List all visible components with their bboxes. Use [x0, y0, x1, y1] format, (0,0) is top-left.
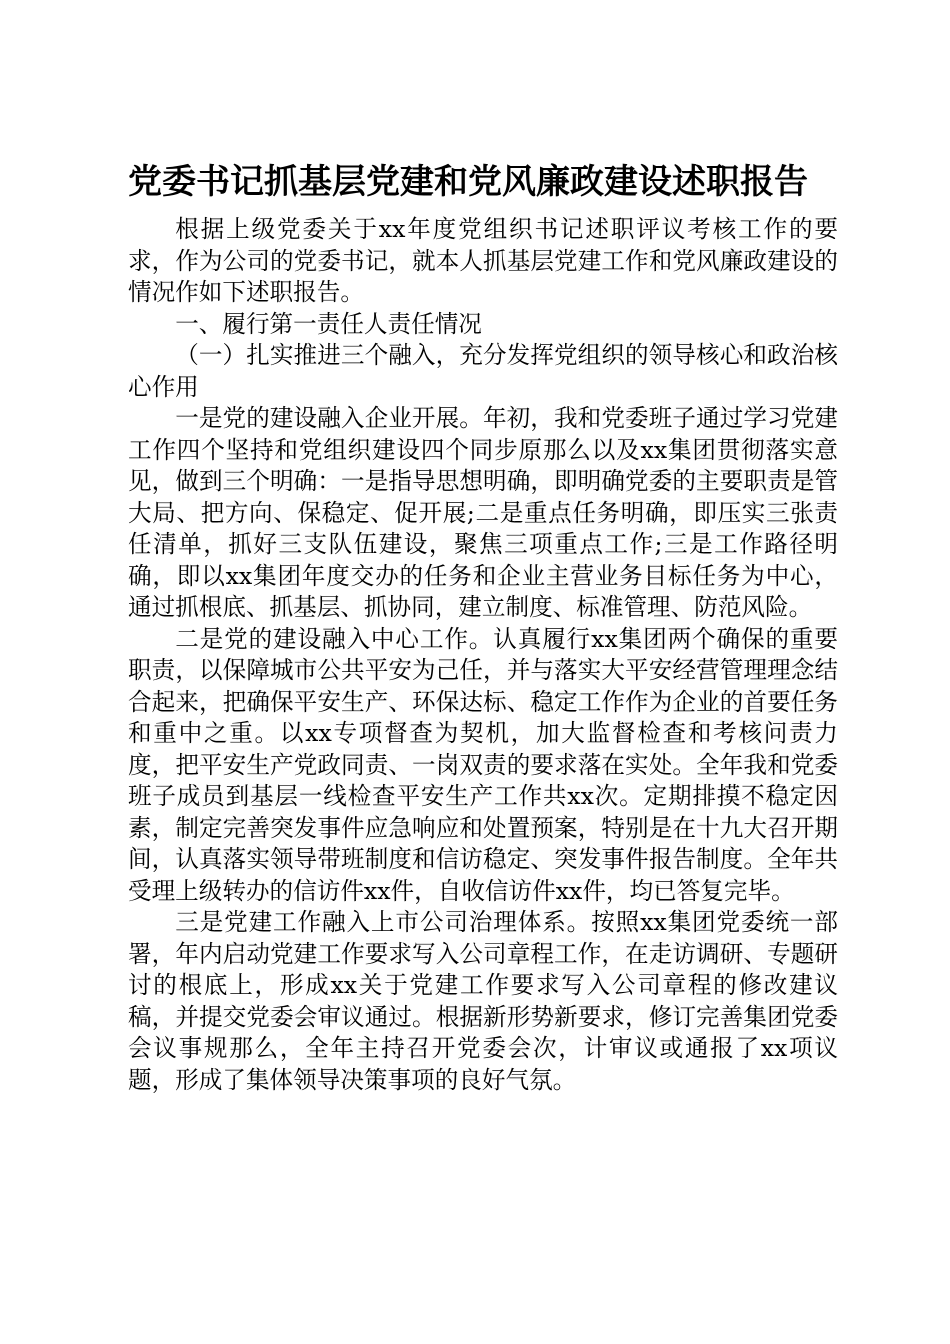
- body-paragraph-1: 一是党的建设融入企业开展。年初，我和党委班子通过学习党建工作四个坚持和党组织建设四个同步原那么以及xx集团贯彻落实意见，做到三个明确：一是指导思想明确，即明确党委的主要职责是管大局、把方向、保稳定、促开展;二是重点任务明确，即压实三张责任清单，抓好三支队伍建设，聚焦三项重点工作;三是工作路径明确，即以xx集团年度交办的任务和企业主营业务目标任务为中心，通过抓根底、抓基层、抓协同，建立制度、标准管理、防范风险。: [128, 404, 838, 621]
- section-heading-1: 一、履行第一责任人责任情况: [175, 309, 482, 338]
- body-paragraph-2: 二是党的建设融入中心工作。认真履行xx集团两个确保的重要职责，以保障城市公共平安为己任，并与落实大平安经营管理理念结合起来，把确保平安生产、环保达标、稳定工作作为企业的首要任务和重中之重。以xx专项督查为契机，加大监督检查和考核问责力度，把平安生产党政同责、一岗双责的要求落在实处。全年我和党委班子成员到基层一线检查平安生产工作共xx次。定期排摸不稳定因素，制定完善突发事件应急响应和处置预案，特别是在十九大召开期间，认真落实领导带班制度和信访稳定、突发事件报告制度。全年共受理上级转办的信访件xx件，自收信访件xx件，均已答复完毕。: [128, 624, 838, 905]
- intro-paragraph: 根据上级党委关于xx年度党组织书记述职评议考核工作的要求，作为公司的党委书记，就本人抓基层党建工作和党风廉政建设的情况作如下述职报告。: [128, 215, 838, 306]
- body-paragraph-3: 三是党建工作融入上市公司治理体系。按照xx集团党委统一部署，年内启动党建工作要求写入公司章程工作，在走访调研、专题研讨的根底上，形成xx关于党建工作要求写入公司章程的修改建议稿，并提交党委会审议通过。根据新形势新要求，修订完善集团党委会议事规那么，全年主持召开党委会次，计审议或通报了xx项议题，形成了集体领导决策事项的良好气氛。: [128, 908, 838, 1094]
- subsection-heading-1: （一）扎实推进三个融入，充分发挥党组织的领导核心和政治核心作用: [128, 341, 838, 401]
- document-page: [128, 160, 838, 1096]
- document-title: 党委书记抓基层党建和党风廉政建设述职报告: [128, 162, 808, 202]
- document-body: [128, 214, 838, 1096]
